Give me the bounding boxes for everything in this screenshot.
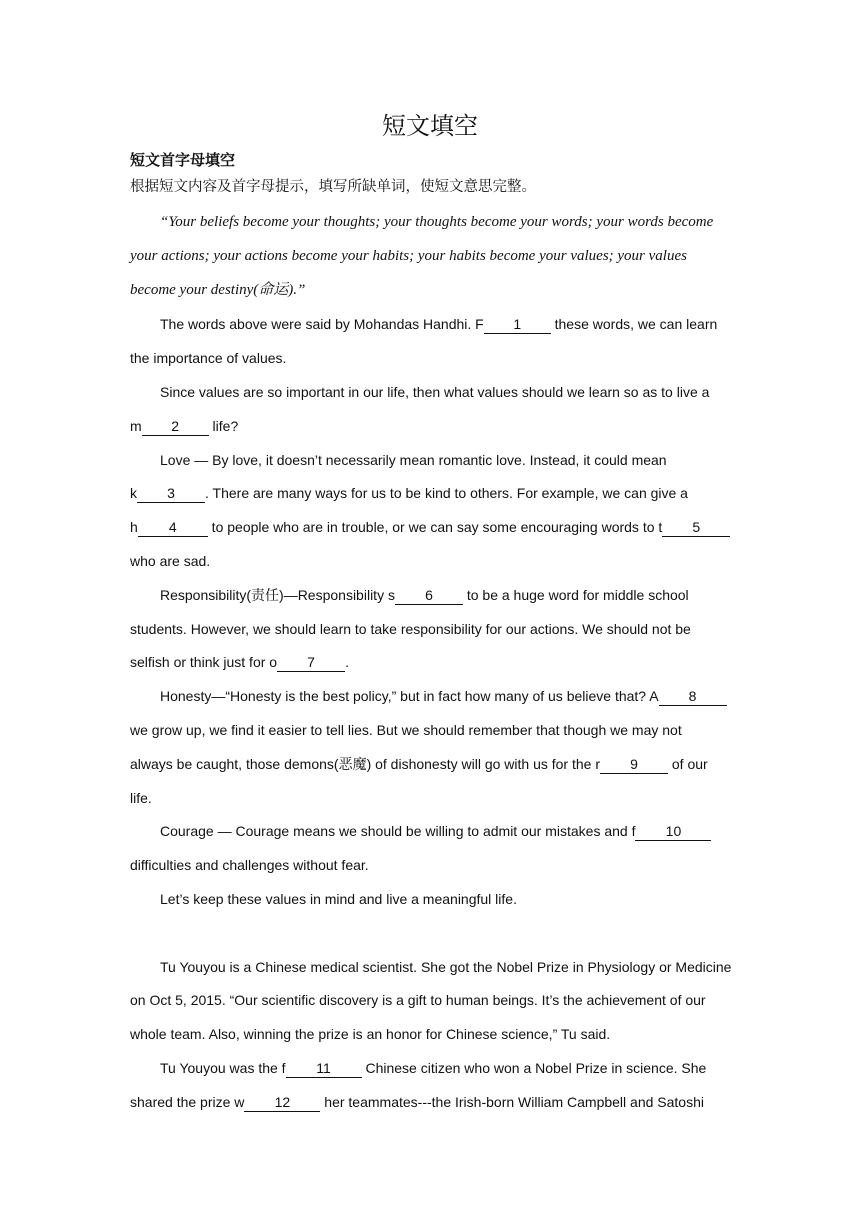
text-span: life? xyxy=(208,418,239,434)
text-line xyxy=(130,754,708,774)
text-line: life. xyxy=(130,790,152,806)
text-line xyxy=(130,416,238,436)
text-span: The words above were said by Mohandas Handhi. F xyxy=(160,316,484,332)
text-span: h xyxy=(130,519,138,535)
text-span: to people who are in trouble, or we can say some encouraging words to t xyxy=(207,519,663,535)
text-line: who are sad. xyxy=(130,553,211,569)
text-span: Responsibility(责任)—Responsibility s xyxy=(160,587,395,603)
text-span: shared the prize w xyxy=(130,1094,245,1110)
text-span: always be caught, those demons(恶魔) of dishonesty will go with us for the r xyxy=(130,756,600,772)
text-span: Chinese citizen who won a Nobel Prize in science. She xyxy=(361,1060,707,1076)
quote-line: your actions; your actions become your habits; your habits become your values; your values xyxy=(130,248,687,264)
text-line: Love — By love, it doesn’t necessarily mean romantic love. Instead, it could mean xyxy=(160,452,667,468)
answer-blank-9[interactable]: 9 xyxy=(600,756,668,774)
text-line: we grow up, we find it easier to tell lies. But we should remember that though we may not xyxy=(130,722,682,738)
text-line: the importance of values. xyxy=(130,350,287,366)
answer-blank-1[interactable]: 1 xyxy=(484,316,551,334)
text-line: on Oct 5, 2015. “Our scientific discovery is a gift to human beings. It’s the achievement of our xyxy=(130,992,706,1008)
text-line: whole team. Also, winning the prize is an honor for Chinese science,” Tu said. xyxy=(130,1026,611,1042)
text-line xyxy=(130,483,688,503)
answer-blank-4[interactable]: 4 xyxy=(138,519,208,537)
text-line: Let’s keep these values in mind and live a meaningful life. xyxy=(160,891,517,907)
text-span: k xyxy=(130,485,137,501)
quote-line: become your destiny(命运).” xyxy=(130,282,306,298)
text-span: Honesty—“Honesty is the best policy,” but in fact how many of us believe that? A xyxy=(160,688,659,704)
text-span: Courage — Courage means we should be willing to admit our mistakes and f xyxy=(160,823,636,839)
answer-blank-10[interactable]: 10 xyxy=(635,823,711,841)
text-span: . There are many ways for us to be kind to others. For example, we can give a xyxy=(205,485,688,501)
text-span: . xyxy=(345,654,349,670)
section-title: 短文首字母填空 xyxy=(130,151,236,169)
answer-blank-7[interactable]: 7 xyxy=(277,654,345,672)
text-line: students. However, we should learn to take responsibility for our actions. We should not be xyxy=(130,621,691,637)
answer-blank-12[interactable]: 12 xyxy=(244,1094,320,1112)
text-span: to be a huge word for middle school xyxy=(462,587,689,603)
answer-blank-6[interactable]: 6 xyxy=(395,587,463,605)
text-line xyxy=(130,652,349,672)
instructions: 根据短文内容及首字母提示，填写所缺单词，使短文意思完整。 xyxy=(130,179,536,195)
text-line xyxy=(160,1058,706,1078)
text-line xyxy=(160,314,717,334)
text-span: m xyxy=(130,418,142,434)
text-line xyxy=(160,821,711,841)
text-line: difficulties and challenges without fear. xyxy=(130,857,369,873)
text-line: Since values are so important in our life, then what values should we learn so as to live a xyxy=(160,384,710,400)
text-line xyxy=(160,585,689,605)
answer-blank-11[interactable]: 11 xyxy=(286,1060,362,1078)
text-line xyxy=(160,686,727,706)
text-line xyxy=(130,1092,704,1112)
answer-blank-8[interactable]: 8 xyxy=(659,688,727,706)
answer-blank-3[interactable]: 3 xyxy=(137,485,205,503)
text-span: her teammates---the Irish-born William Campbell and Satoshi xyxy=(320,1094,704,1110)
text-span: selfish or think just for o xyxy=(130,654,278,670)
page-title: 短文填空 xyxy=(382,112,478,140)
quote-line: “Your beliefs become your thoughts; your thoughts become your words; your words become xyxy=(160,214,714,230)
text-line: Tu Youyou is a Chinese medical scientist. She got the Nobel Prize in Physiology or Medicine xyxy=(160,959,732,975)
text-line xyxy=(130,517,730,537)
answer-blank-2[interactable]: 2 xyxy=(142,418,209,436)
text-span: these words, we can learn xyxy=(550,316,718,332)
answer-blank-5[interactable]: 5 xyxy=(662,519,730,537)
text-span: Tu Youyou was the f xyxy=(160,1060,286,1076)
text-span: of our xyxy=(668,756,708,772)
